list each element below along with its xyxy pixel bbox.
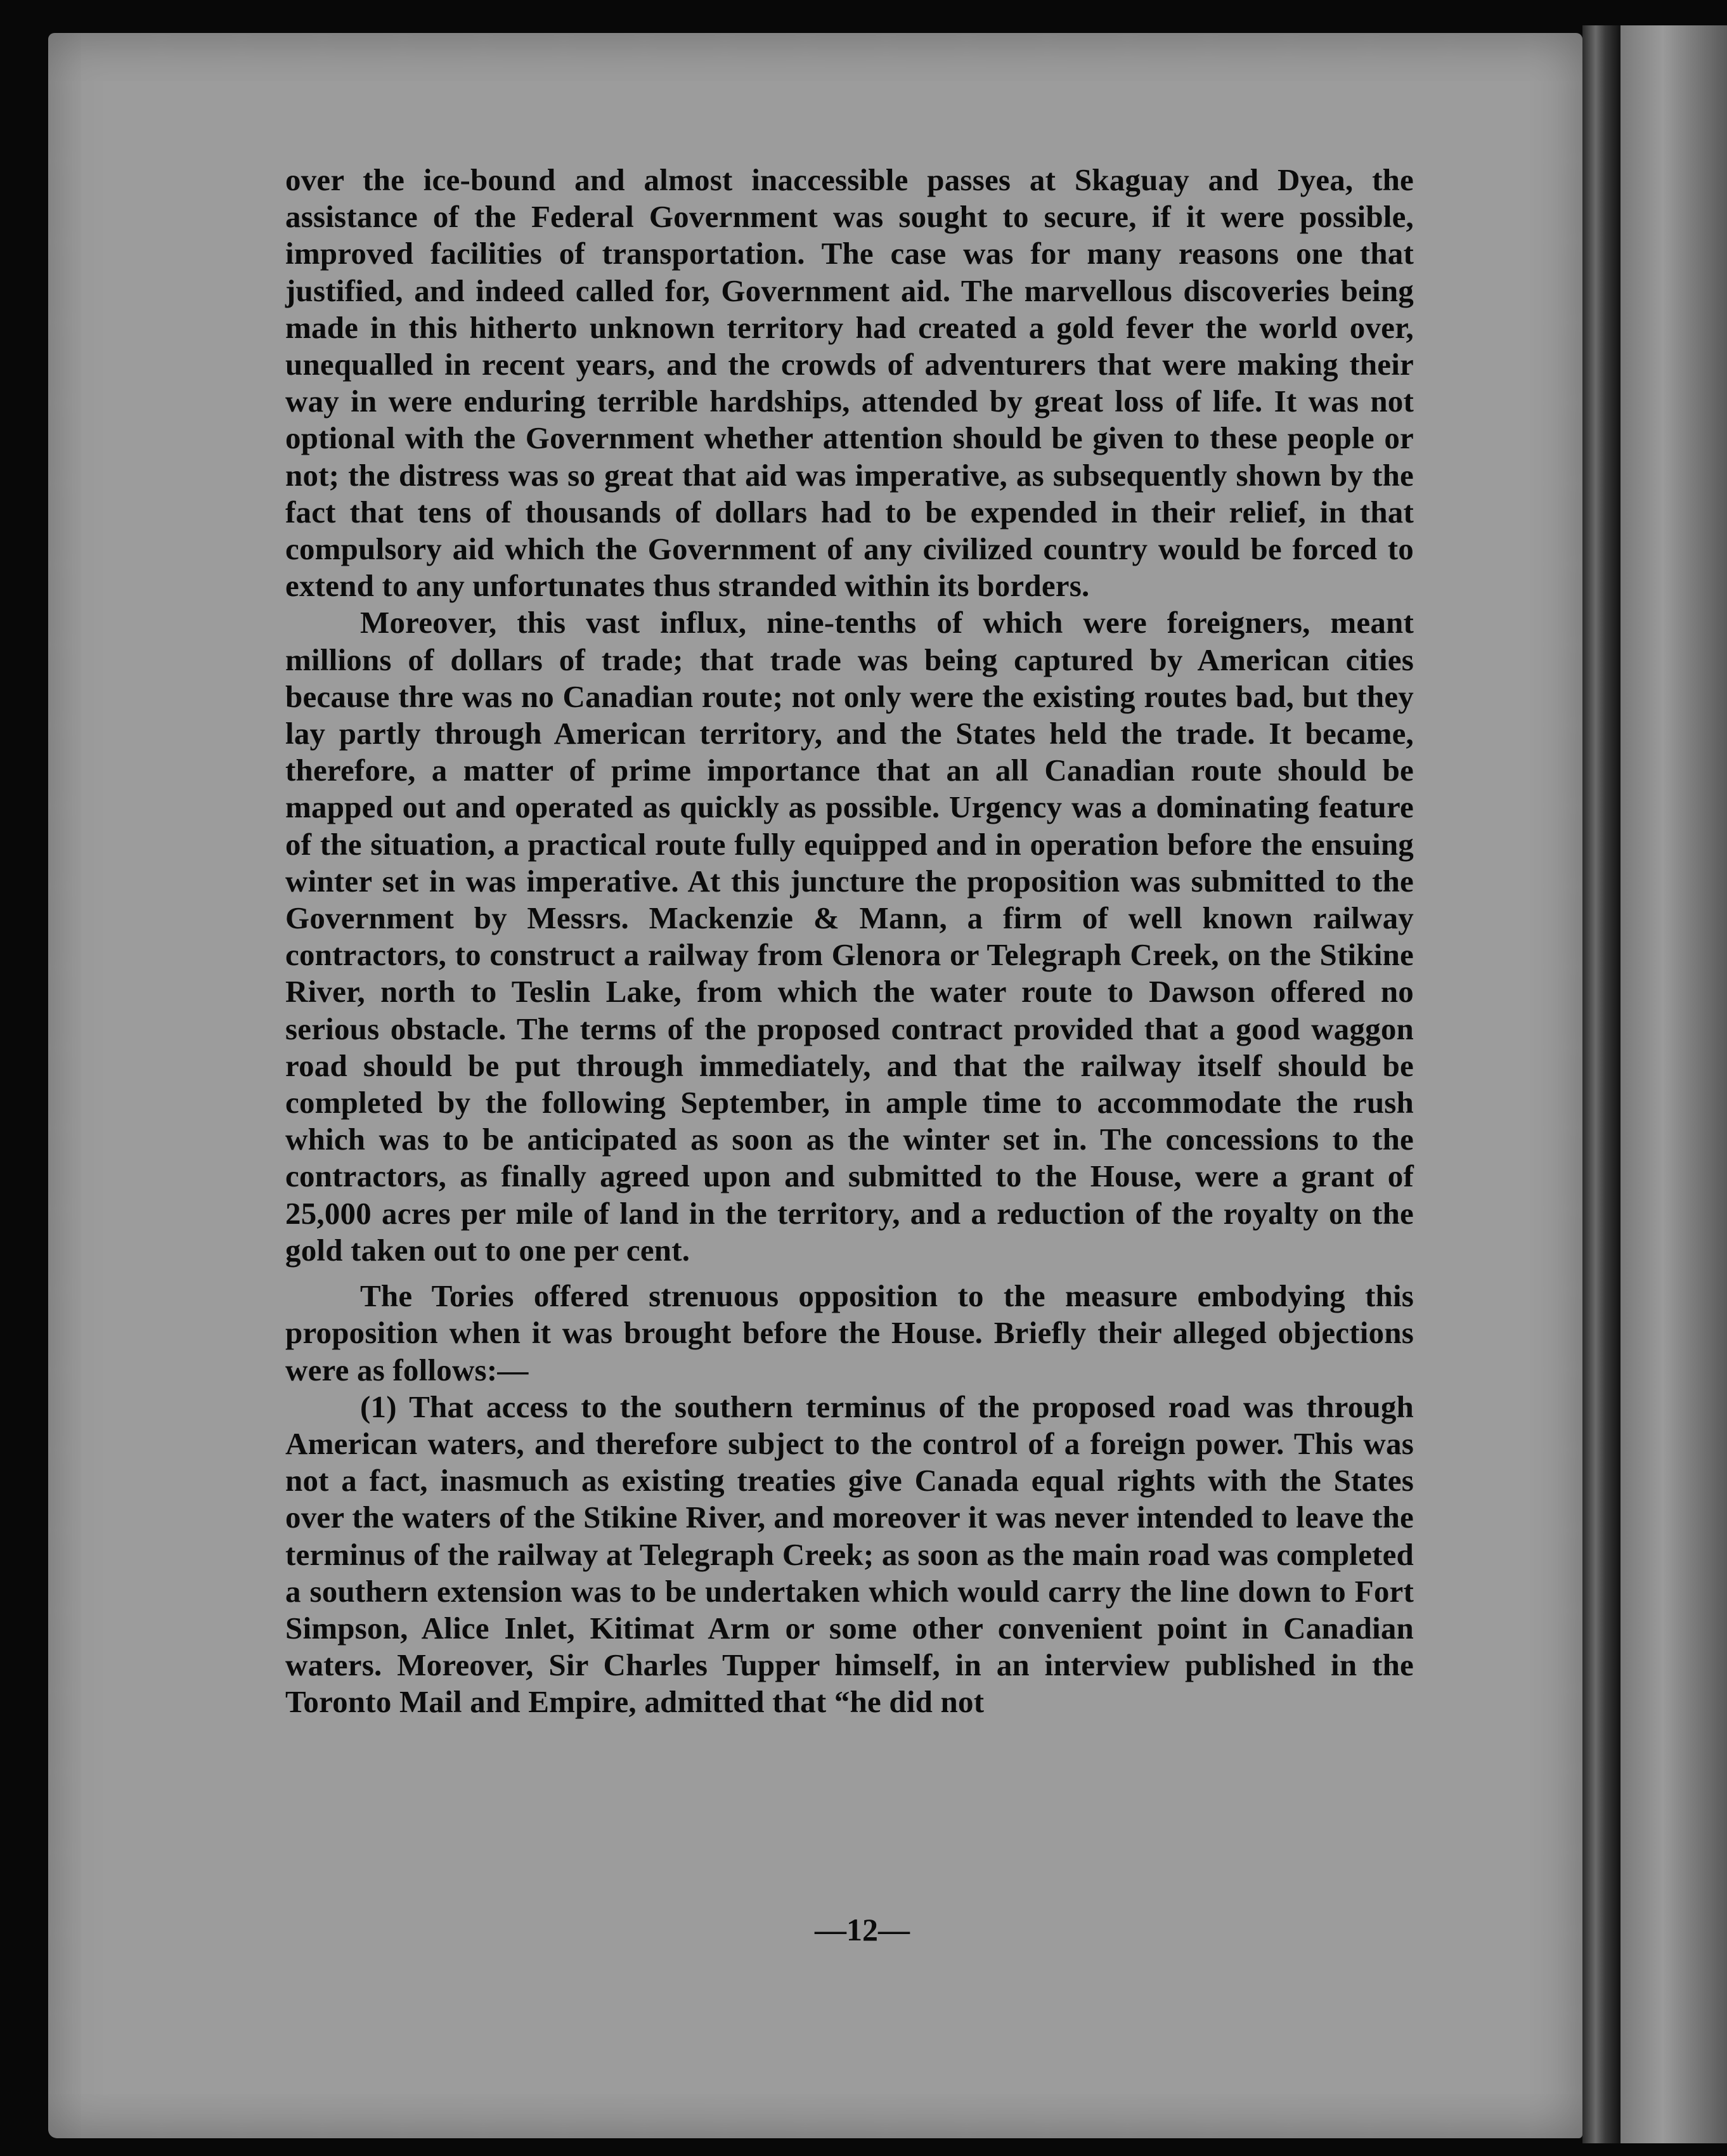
book-spine [1582, 25, 1620, 2143]
paragraph-3: The Tories offered strenuous opposition to the measure embodying this proposition when it was brought before the House. Briefly their alleged objections were as follows:— [285, 1278, 1414, 1387]
adjacent-page-edge [1620, 25, 1727, 2143]
page-number: —12— [815, 1912, 910, 1947]
paragraph-2: Moreover, this vast influx, nine-tenths of which were foreigners, meant millions of dollars of trade; that trade was being captured by American cities because thre was no Canadian route; not only were the existing routes bad, but they lay partly through American territory, and the States held the trade. It became, therefore, a matter of prime importance that an all Canadian route should be mapped out and operated as quickly as possible. Urgency was a dominating feature of the situation, a practical route fully equipped and in operation before the ensuing winter set in was imperative. At this juncture the proposition was submitted to the Government by Messrs. Mackenzie & Mann, a firm of well known railway contractors, to construct a railway from Glenora or Telegraph Creek, on the Stikine River, north to Teslin Lake, from which the water route to Dawson offered no serious obstacle. The terms of the proposed contract provided that a good waggon road should be put through immediately, and that the railway itself should be completed by the following September, in ample time to accommodate the rush which was to be anticipated as soon as the winter set in. The concessions to the contractors, as finally agreed upon and submitted to the House, were a grant of 25,000 acres per mile of land in the territory, and a reduction of the royalty on the gold taken out to one per cent. [285, 605, 1414, 1268]
body-text [285, 162, 1414, 1721]
paragraph-4: (1) That access to the southern terminus of the proposed road was through American waters, and therefore subject to the control of a foreign power. This was not a fact, inasmuch as existing treaties give Canada equal rights with the States over the waters of the Stikine River, and moreover it was never intended to leave the terminus of the railway at Telegraph Creek; as soon as the main road was completed a southern extension was to be undertaken which would carry the line down to Fort Simpson, Alice Inlet, Kitimat Arm or some other convenient point in Canadian waters. Moreover, Sir Charles Tupper himself, in an interview published in the Toronto Mail and Empire, admitted that “he did not [285, 1389, 1414, 1720]
paragraph-1: over the ice-bound and almost inaccessible passes at Skaguay and Dyea, the assistance of the Federal Government was sought to secure, if it were possible, improved facilities of transportation. The case was for many reasons one that justified, and indeed called for, Government aid. The marvellous discoveries being made in this hitherto unknown territory had created a gold fever the world over, unequalled in recent years, and the crowds of adventurers that were making their way in were enduring terrible hardships, attended by great loss of life. It was not optional with the Government whether attention should be given to these people or not; the distress was so great that aid was imperative, as subsequently shown by the fact that tens of thousands of dollars had to be expended in their relief, in that compulsory aid which the Government of any civilized country would be forced to extend to any unfortunates thus stranded within its borders. [285, 162, 1414, 604]
